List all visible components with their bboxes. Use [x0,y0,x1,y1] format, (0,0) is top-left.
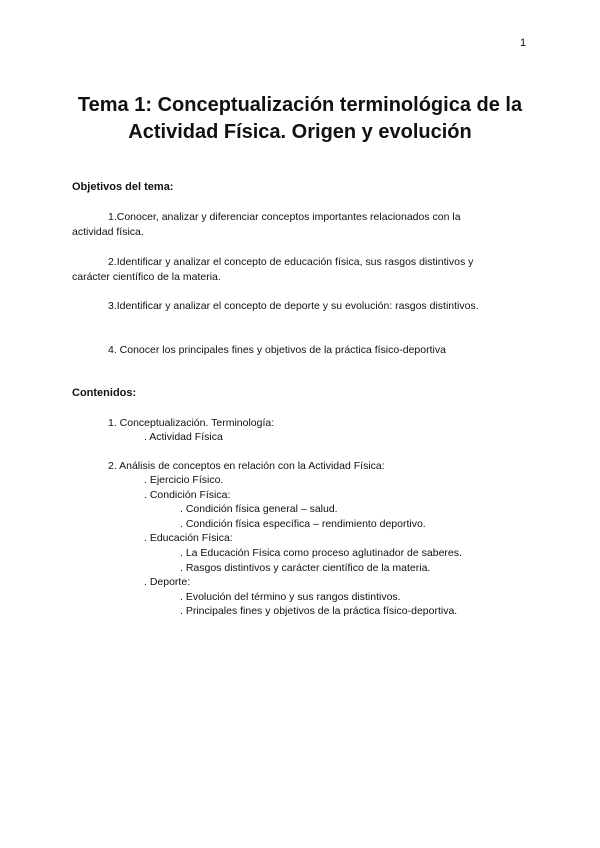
objective-1: 1.Conocer, analizar y diferenciar conceptos importantes relacionados con la actividad física. [72,211,461,238]
objectives-heading: Objetivos del tema: [72,181,174,193]
content-item-2: 2. Análisis de conceptos en relación con la Actividad Física: [108,460,385,472]
objective-3: 3.Identificar y analizar el concepto de deporte y su evolución: rasgos distintivos. [108,300,479,312]
title-line-1: Tema 1: Conceptualización terminológica de la [77,94,523,116]
content-subsubitem: . Rasgos distintivos y carácter científico de la materia. [180,562,431,574]
objective-2: 2.Identificar y analizar el concepto de educación física, sus rasgos distintivos y carácter científico de la materia. [72,256,474,283]
content-subitem: . Actividad Física [144,431,223,443]
document-title [40,92,560,146]
content-subsubitem: . Condición física específica – rendimiento deportivo. [180,518,426,530]
content-subitem: . Condición Física: [144,489,231,501]
objective-4: 4. Conocer los principales fines y objetivos de la práctica físico-deportiva [108,344,446,356]
content-subsubitem: . Condición física general – salud. [180,503,338,515]
page-number: 1 [520,37,527,49]
content-subsubitem: . La Educación Física como proceso aglutinador de saberes. [180,547,462,559]
content-subitem: . Educación Física: [144,532,233,544]
content-subitem: . Deporte: [144,576,191,588]
title-line-2: Actividad Física. Origen y evolución [128,121,472,143]
contents-heading: Contenidos: [72,387,137,399]
content-item-1: 1. Conceptualización. Terminología: [108,417,275,429]
content-subsubitem: . Evolución del término y sus rangos distintivos. [180,591,401,603]
content-subsubitem: . Principales fines y objetivos de la práctica físico-deportiva. [180,605,458,617]
content-subitem: . Ejercicio Físico. [144,474,224,486]
